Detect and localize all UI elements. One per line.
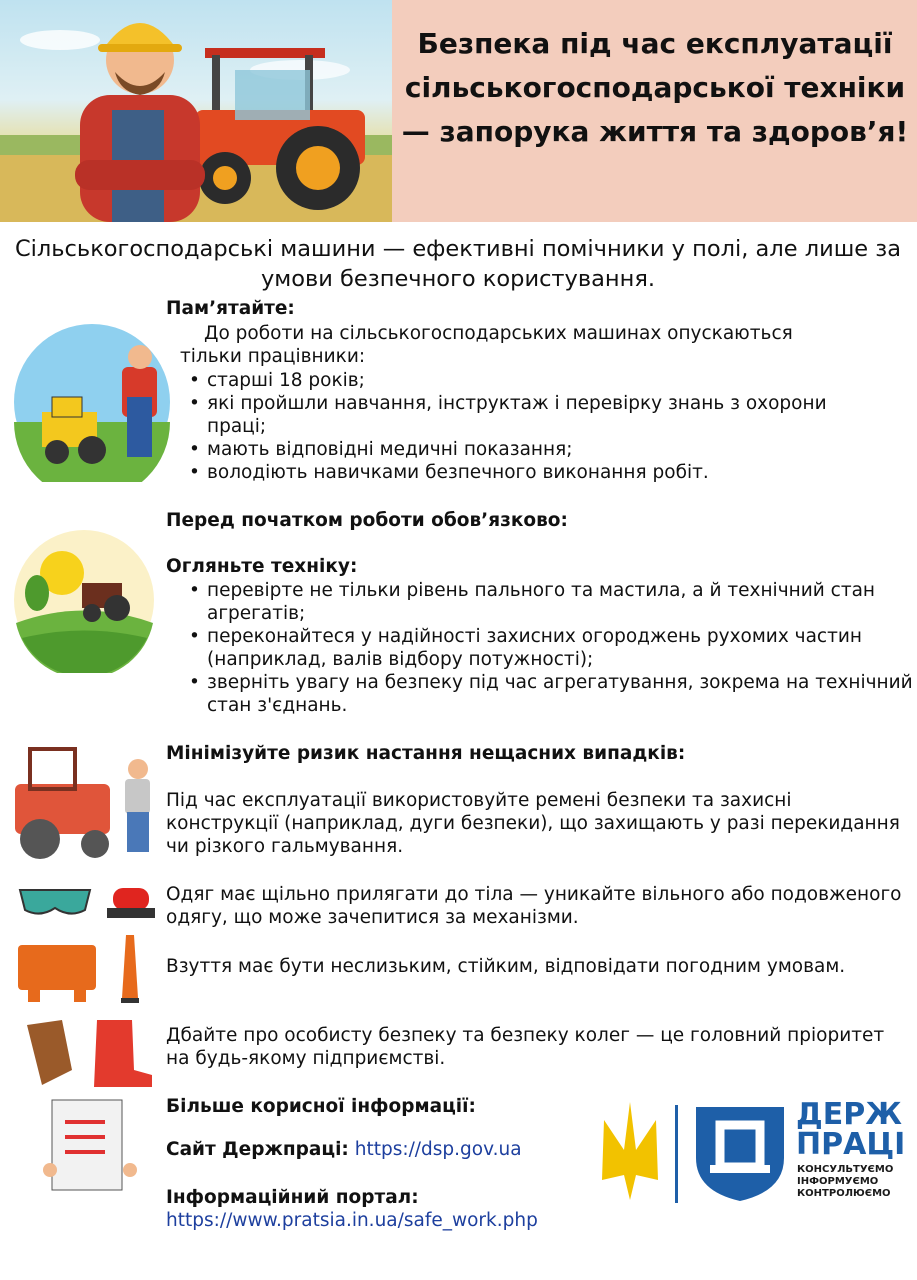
- barrier-cone-icon: [18, 930, 148, 1005]
- tagline-3: КОНТРОЛЮЄМО: [797, 1188, 891, 1199]
- portal-label: Інформаційний портал:: [166, 1187, 419, 1208]
- inspect-heading: Огляньте техніку:: [166, 556, 358, 577]
- logo-divider: [675, 1105, 678, 1203]
- site-label: Сайт Держпраці:: [166, 1139, 349, 1160]
- list-item: • володіють навичками безпечного виконання робіт.: [207, 461, 857, 484]
- list-item: • перевірте не тільки рівень пального та мастила, а й технічний стан агрегатів;: [207, 579, 917, 625]
- list-item: • які пройшли навчання, інструктаж і перевірку знань з охорони праці;: [207, 392, 857, 438]
- intro-text: Сільськогосподарські машини — ефективні помічники у полі, але лише за умови безпечного користування.: [14, 236, 902, 292]
- worker-tractor-icon: [12, 322, 172, 482]
- seatbelt-paragraph: Під час експлуатації використовуйте ремені безпеки та захисні конструкції (наприклад, дуги безпеки), що захищають у разі перекидання чи різкого гальмування.: [166, 790, 900, 857]
- mechanic-tractor-icon: [10, 744, 160, 862]
- remember-list: [185, 369, 857, 484]
- logo-line2: ПРАЦІ: [796, 1127, 906, 1162]
- list-item: • старші 18 років;: [207, 369, 857, 392]
- remember-heading: Пам’ятайте:: [166, 298, 295, 319]
- sun-field-tractor-icon: [12, 528, 157, 673]
- tagline-1: КОНСУЛЬТУЄМО: [797, 1164, 894, 1175]
- hero-banner: [0, 0, 917, 222]
- before-work-heading: Перед початком роботи обов’язково:: [166, 510, 568, 531]
- site-link[interactable]: https://dsp.gov.ua: [354, 1139, 522, 1160]
- gloves-boots-icon: [22, 1015, 157, 1090]
- list-item: • зверніть увагу на безпеку під час агрегатування, зокрема на технічний стан з'єднань.: [207, 671, 917, 717]
- remember-lead: До роботи на сільськогосподарських машинах опускаються тільки працівники:: [180, 323, 793, 367]
- list-item: • переконайтеся у надійності захисних огороджень рухомих частин (наприклад, валів відбору потужності);: [207, 625, 917, 671]
- minimize-heading: Мінімізуйте ризик настання нещасних випадків:: [166, 743, 686, 764]
- list-item: • мають відповідні медичні показання;: [207, 438, 857, 461]
- checklist-icon: [40, 1090, 140, 1195]
- clothing-paragraph: Одяг має щільно прилягати до тіла — уникайте вільного або подовженого одягу, що може зачепитися за механізми.: [166, 884, 902, 928]
- portal-link[interactable]: https://www.pratsia.in.ua/safe_work.php: [166, 1210, 538, 1231]
- logo-line1: ДЕРЖ: [796, 1097, 902, 1132]
- farmer-tractor-illustration: [0, 0, 392, 222]
- trident-icon: [596, 1100, 664, 1205]
- more-info-heading: Більше корисної інформації:: [166, 1096, 476, 1117]
- footwear-paragraph: Взуття має бути неслизьким, стійким, відповідати погодним умовам.: [166, 956, 846, 977]
- site-line: [166, 1139, 522, 1160]
- logo-tagline: [797, 1164, 893, 1200]
- inspect-list: [185, 579, 917, 717]
- colleagues-paragraph: Дбайте про особисту безпеку та безпеку колег — це головний пріоритет на будь-якому підприємстві.: [166, 1025, 885, 1069]
- goggles-beacon-icon: [15, 870, 160, 925]
- derzhpratsi-emblem-icon: [692, 1103, 788, 1203]
- page-title: Безпека під час експлуатації сільськогосподарської техніки — запорука життя та здоров’я!: [401, 27, 909, 148]
- tagline-2: ІНФОРМУЄМО: [797, 1176, 879, 1187]
